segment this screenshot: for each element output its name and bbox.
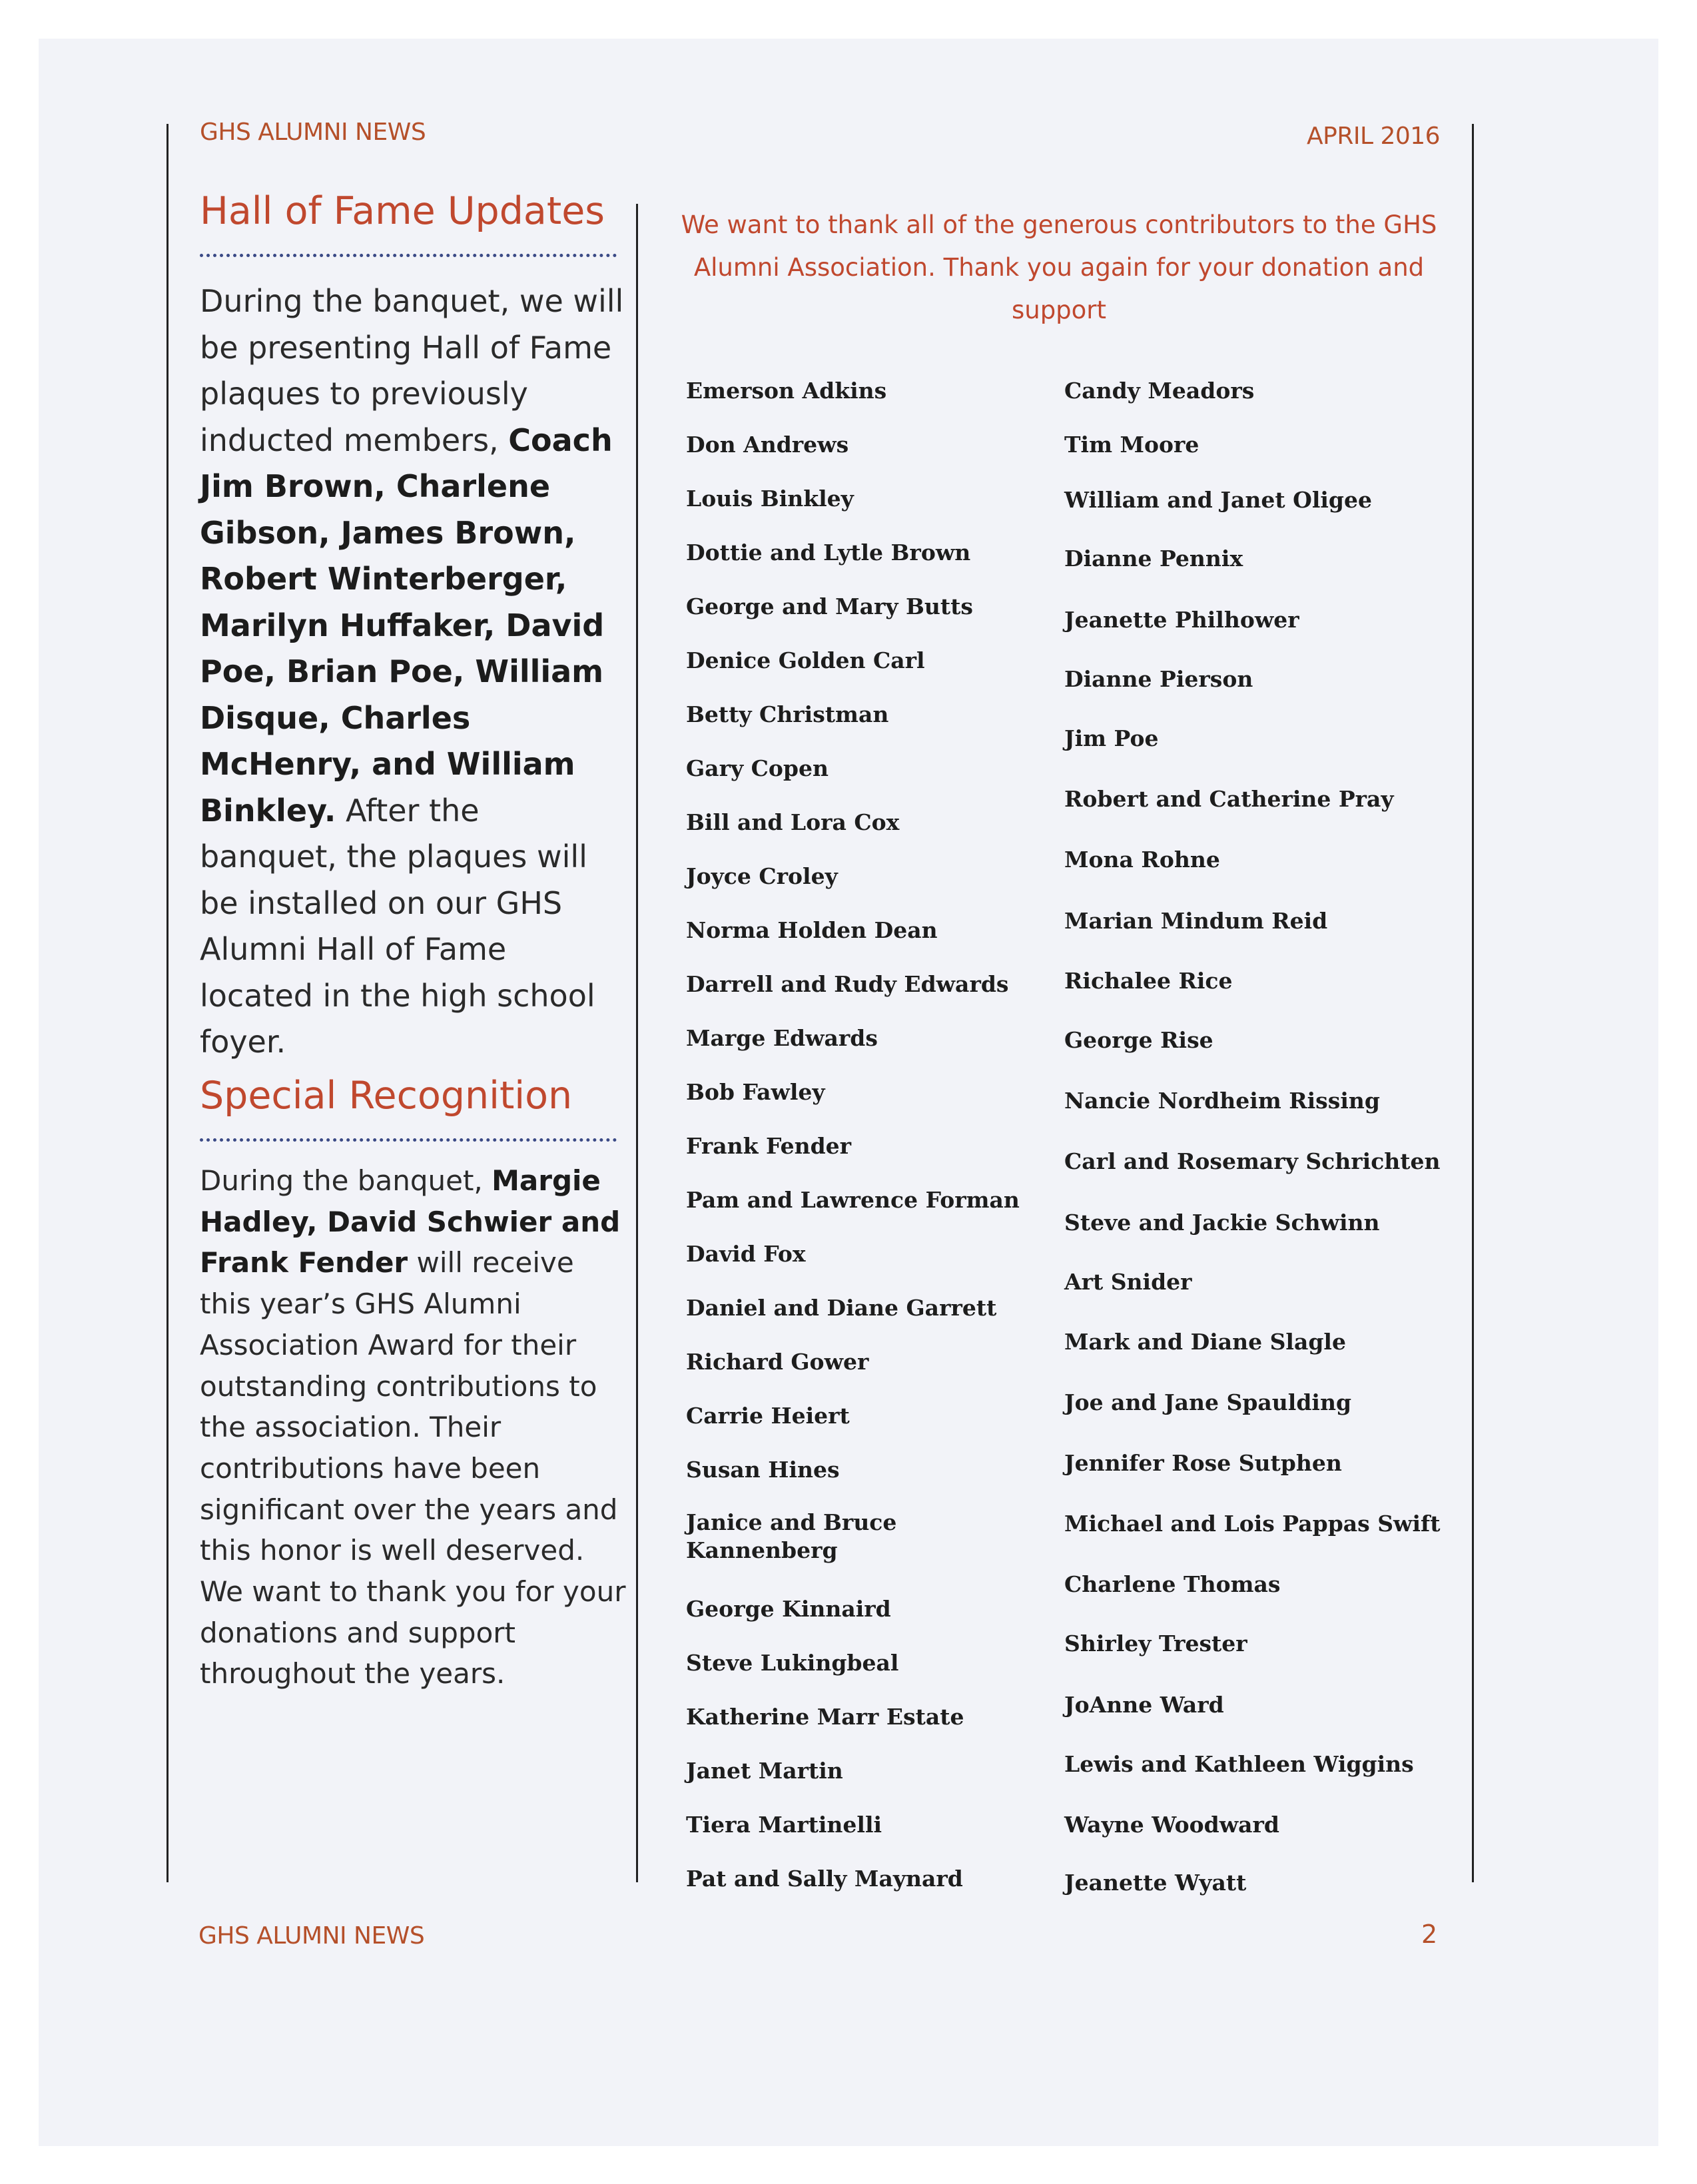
contributor-name: Carrie Heiert (686, 1403, 850, 1429)
contributor-name: Jeanette Wyatt (1064, 1870, 1247, 1896)
contributor-name: Carl and Rosemary Schrichten (1064, 1148, 1441, 1174)
contributor-name: Denice Golden Carl (686, 647, 925, 673)
contributor-name: Frank Fender (686, 1133, 852, 1159)
contributor-name: George Rise (1064, 1027, 1213, 1053)
special-recognition-divider (200, 1138, 617, 1142)
contributor-name: Joe and Jane Spaulding (1064, 1389, 1352, 1415)
contributor-name: Mona Rohne (1064, 847, 1220, 873)
header-publication: GHS ALUMNI NEWS (200, 119, 426, 146)
contributor-name: Pam and Lawrence Forman (686, 1187, 1020, 1213)
middle-column-rule (636, 204, 638, 1882)
contributor-name: Marge Edwards (686, 1025, 878, 1051)
contributor-name: George Kinnaird (686, 1596, 891, 1622)
contributor-name: Nancie Nordheim Rissing (1064, 1088, 1380, 1114)
contributor-name: Don Andrews (686, 432, 849, 458)
contributor-name: Betty Christman (686, 701, 889, 727)
right-column-rule (1472, 124, 1474, 1882)
contributor-name: Norma Holden Dean (686, 917, 938, 943)
contributor-name: Charlene Thomas (1064, 1571, 1281, 1597)
contributor-name: Michael and Lois Pappas Swift (1064, 1511, 1441, 1537)
left-column-rule (167, 124, 169, 1882)
contributor-name: JoAnne Ward (1064, 1692, 1224, 1718)
contributor-name: Steve Lukingbeal (686, 1650, 899, 1676)
contributor-name: Louis Binkley (686, 486, 854, 512)
thank-you-message: We want to thank all of the generous contributors to the GHS Alumni Association. Thank you again for your donation and support (681, 210, 1437, 324)
contributor-name: Richalee Rice (1064, 968, 1233, 994)
hall-of-fame-divider (200, 254, 617, 257)
contributor-name: Dianne Pennix (1064, 546, 1243, 571)
contributor-name: Emerson Adkins (686, 378, 887, 404)
contributor-name: Bill and Lora Cox (686, 809, 900, 835)
contributor-name: Wayne Woodward (1064, 1812, 1279, 1838)
footer-publication: GHS ALUMNI NEWS (198, 1922, 425, 1950)
special-recognition-intro: During the banquet, (200, 1164, 492, 1197)
contributor-name: Steve and Jackie Schwinn (1064, 1210, 1380, 1236)
header-date: APRIL 2016 (1307, 123, 1441, 150)
hall-of-fame-intro: During the banquet, we will be presenting Hall of Fame plaques to previously inducted members, (200, 283, 624, 458)
contributor-name: Janice and Bruce Kannenberg (686, 1509, 897, 1563)
special-recognition-honorees: Margie Hadley, David Schwier and Frank Fender (200, 1164, 621, 1279)
contributor-name: Gary Copen (686, 755, 829, 781)
contributor-name: Lewis and Kathleen Wiggins (1064, 1751, 1414, 1777)
contributor-name: Marian Mindum Reid (1064, 908, 1328, 934)
contributor-name: David Fox (686, 1241, 806, 1267)
contributor-name: Janet Martin (686, 1758, 843, 1784)
special-recognition-title: Special Recognition (200, 1074, 573, 1118)
hall-of-fame-text (200, 278, 626, 1066)
contributor-name: Dottie and Lytle Brown (686, 540, 971, 565)
special-recognition-text (200, 1160, 626, 1694)
contributor-name: Bob Fawley (686, 1079, 825, 1105)
contributor-name: William and Janet Oligee (1064, 487, 1372, 513)
contributor-name: Richard Gower (686, 1349, 869, 1375)
hall-of-fame-inductees: Coach Jim Brown, Charlene Gibson, James Brown, Robert Winterberger, Marilyn Huffaker, David Poe, Brian Poe, William Disque, Charles McHenry, and William Binkley. (200, 422, 613, 829)
contributor-name: Art Snider (1064, 1269, 1192, 1295)
contributor-name: Dianne Pierson (1064, 666, 1253, 692)
contributor-name: Tiera Martinelli (686, 1812, 882, 1838)
contributor-name: Katherine Marr Estate (686, 1704, 964, 1730)
hall-of-fame-title: Hall of Fame Updates (200, 189, 605, 233)
contributor-name: Robert and Catherine Pray (1064, 786, 1394, 812)
contributor-name: Joyce Croley (686, 863, 838, 889)
contributor-name: Shirley Trester (1064, 1631, 1247, 1656)
contributor-name: Candy Meadors (1064, 378, 1255, 404)
contributor-name: Jennifer Rose Sutphen (1064, 1450, 1342, 1476)
contributor-name: Jim Poe (1064, 725, 1159, 751)
contributor-name: Mark and Diane Slagle (1064, 1329, 1346, 1355)
hall-of-fame-outro: After the banquet, the plaques will be installed on our GHS Alumni Hall of Fame located in the high school foyer. (200, 792, 595, 1060)
contributor-name: George and Mary Butts (686, 593, 973, 619)
contributor-name: Jeanette Philhower (1064, 607, 1299, 633)
contributor-name: Pat and Sally Maynard (686, 1866, 963, 1892)
contributor-name: Susan Hines (686, 1457, 840, 1483)
contributor-name: Daniel and Diane Garrett (686, 1295, 997, 1321)
special-recognition-outro: will receive this year’s GHS Alumni Association Award for their outstanding contributions to the association. Their contributions have been significant over the years and this honor is well deserved. We want to thank you for your donations and support throughout the years. (200, 1246, 626, 1690)
contributor-name: Darrell and Rudy Edwards (686, 971, 1009, 997)
page-number: 2 (1421, 1920, 1438, 1949)
contributor-name: Tim Moore (1064, 432, 1199, 458)
